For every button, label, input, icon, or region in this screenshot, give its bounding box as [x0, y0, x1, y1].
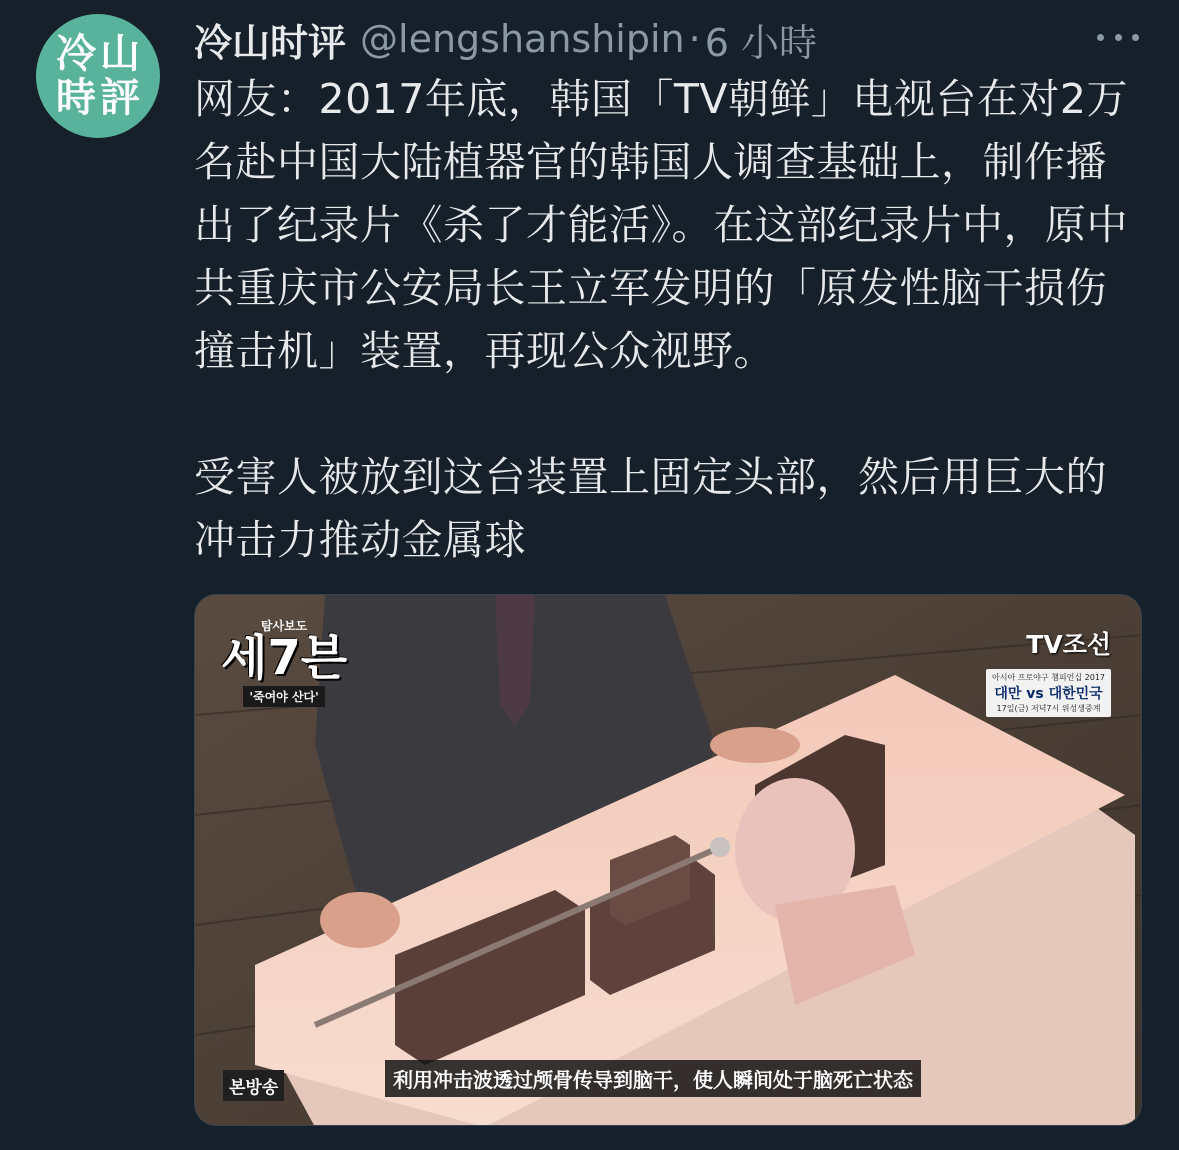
tweet-text: [194, 68, 1144, 572]
channel-branding: [986, 625, 1111, 717]
show-title: 세7븐: [221, 630, 348, 686]
display-name[interactable]: 冷山时评: [194, 20, 347, 65]
tweet-media-image[interactable]: [194, 594, 1142, 1126]
broadcast-badge: 본방송: [223, 1070, 284, 1101]
channel-logo: TV조선: [1026, 630, 1111, 659]
promo-line-2: 대만 vs 대한민국: [994, 686, 1103, 702]
dot: [1097, 34, 1104, 41]
separator: ·: [688, 17, 701, 61]
timestamp[interactable]: 6 小時: [704, 20, 817, 65]
more-options-icon[interactable]: [1097, 22, 1139, 52]
avatar[interactable]: [36, 14, 160, 138]
dot: [1132, 34, 1139, 41]
tweet-header: [194, 14, 817, 64]
tweet-paragraph-1: 网友：2017年底，韩国「TV朝鲜」电视台在对2万名赴中国大陆植器官的韩国人调查基础上，制作播出了纪录片《杀了才能活》。在这部纪录片中，原中共重庆市公安局长王立军发明的「原发性脑干损伤撞击机」装置，再现公众视野。: [194, 75, 1129, 375]
show-logo: [221, 617, 347, 707]
hand-right: [710, 727, 800, 763]
dot: [1115, 34, 1122, 41]
metal-ball: [710, 837, 730, 857]
show-kicker: 탐사보도: [260, 619, 308, 633]
show-subtitle: '죽여야 산다': [243, 686, 325, 707]
tweet-paragraph-2: 受害人被放到这台装置上固定头部，然后用巨大的冲击力推动金属球: [194, 453, 1107, 564]
user-handle[interactable]: @lengshanshipin: [360, 17, 685, 61]
avatar-char: 時: [56, 74, 96, 121]
avatar-char: 評: [100, 74, 140, 121]
video-caption: 利用冲击波透过颅骨传导到脑干，使人瞬间处于脑死亡状态: [385, 1060, 921, 1097]
person-tie: [495, 595, 535, 725]
promo-line-3: 17일(금) 저녁7시 위성생중계: [996, 704, 1101, 713]
avatar-char: 冷: [56, 30, 96, 77]
hand-left: [320, 892, 400, 948]
promo-line-1: 아시아 프로야구 챔피언십 2017: [992, 673, 1105, 682]
avatar-char: 山: [100, 30, 140, 77]
promo-box: [986, 669, 1111, 717]
